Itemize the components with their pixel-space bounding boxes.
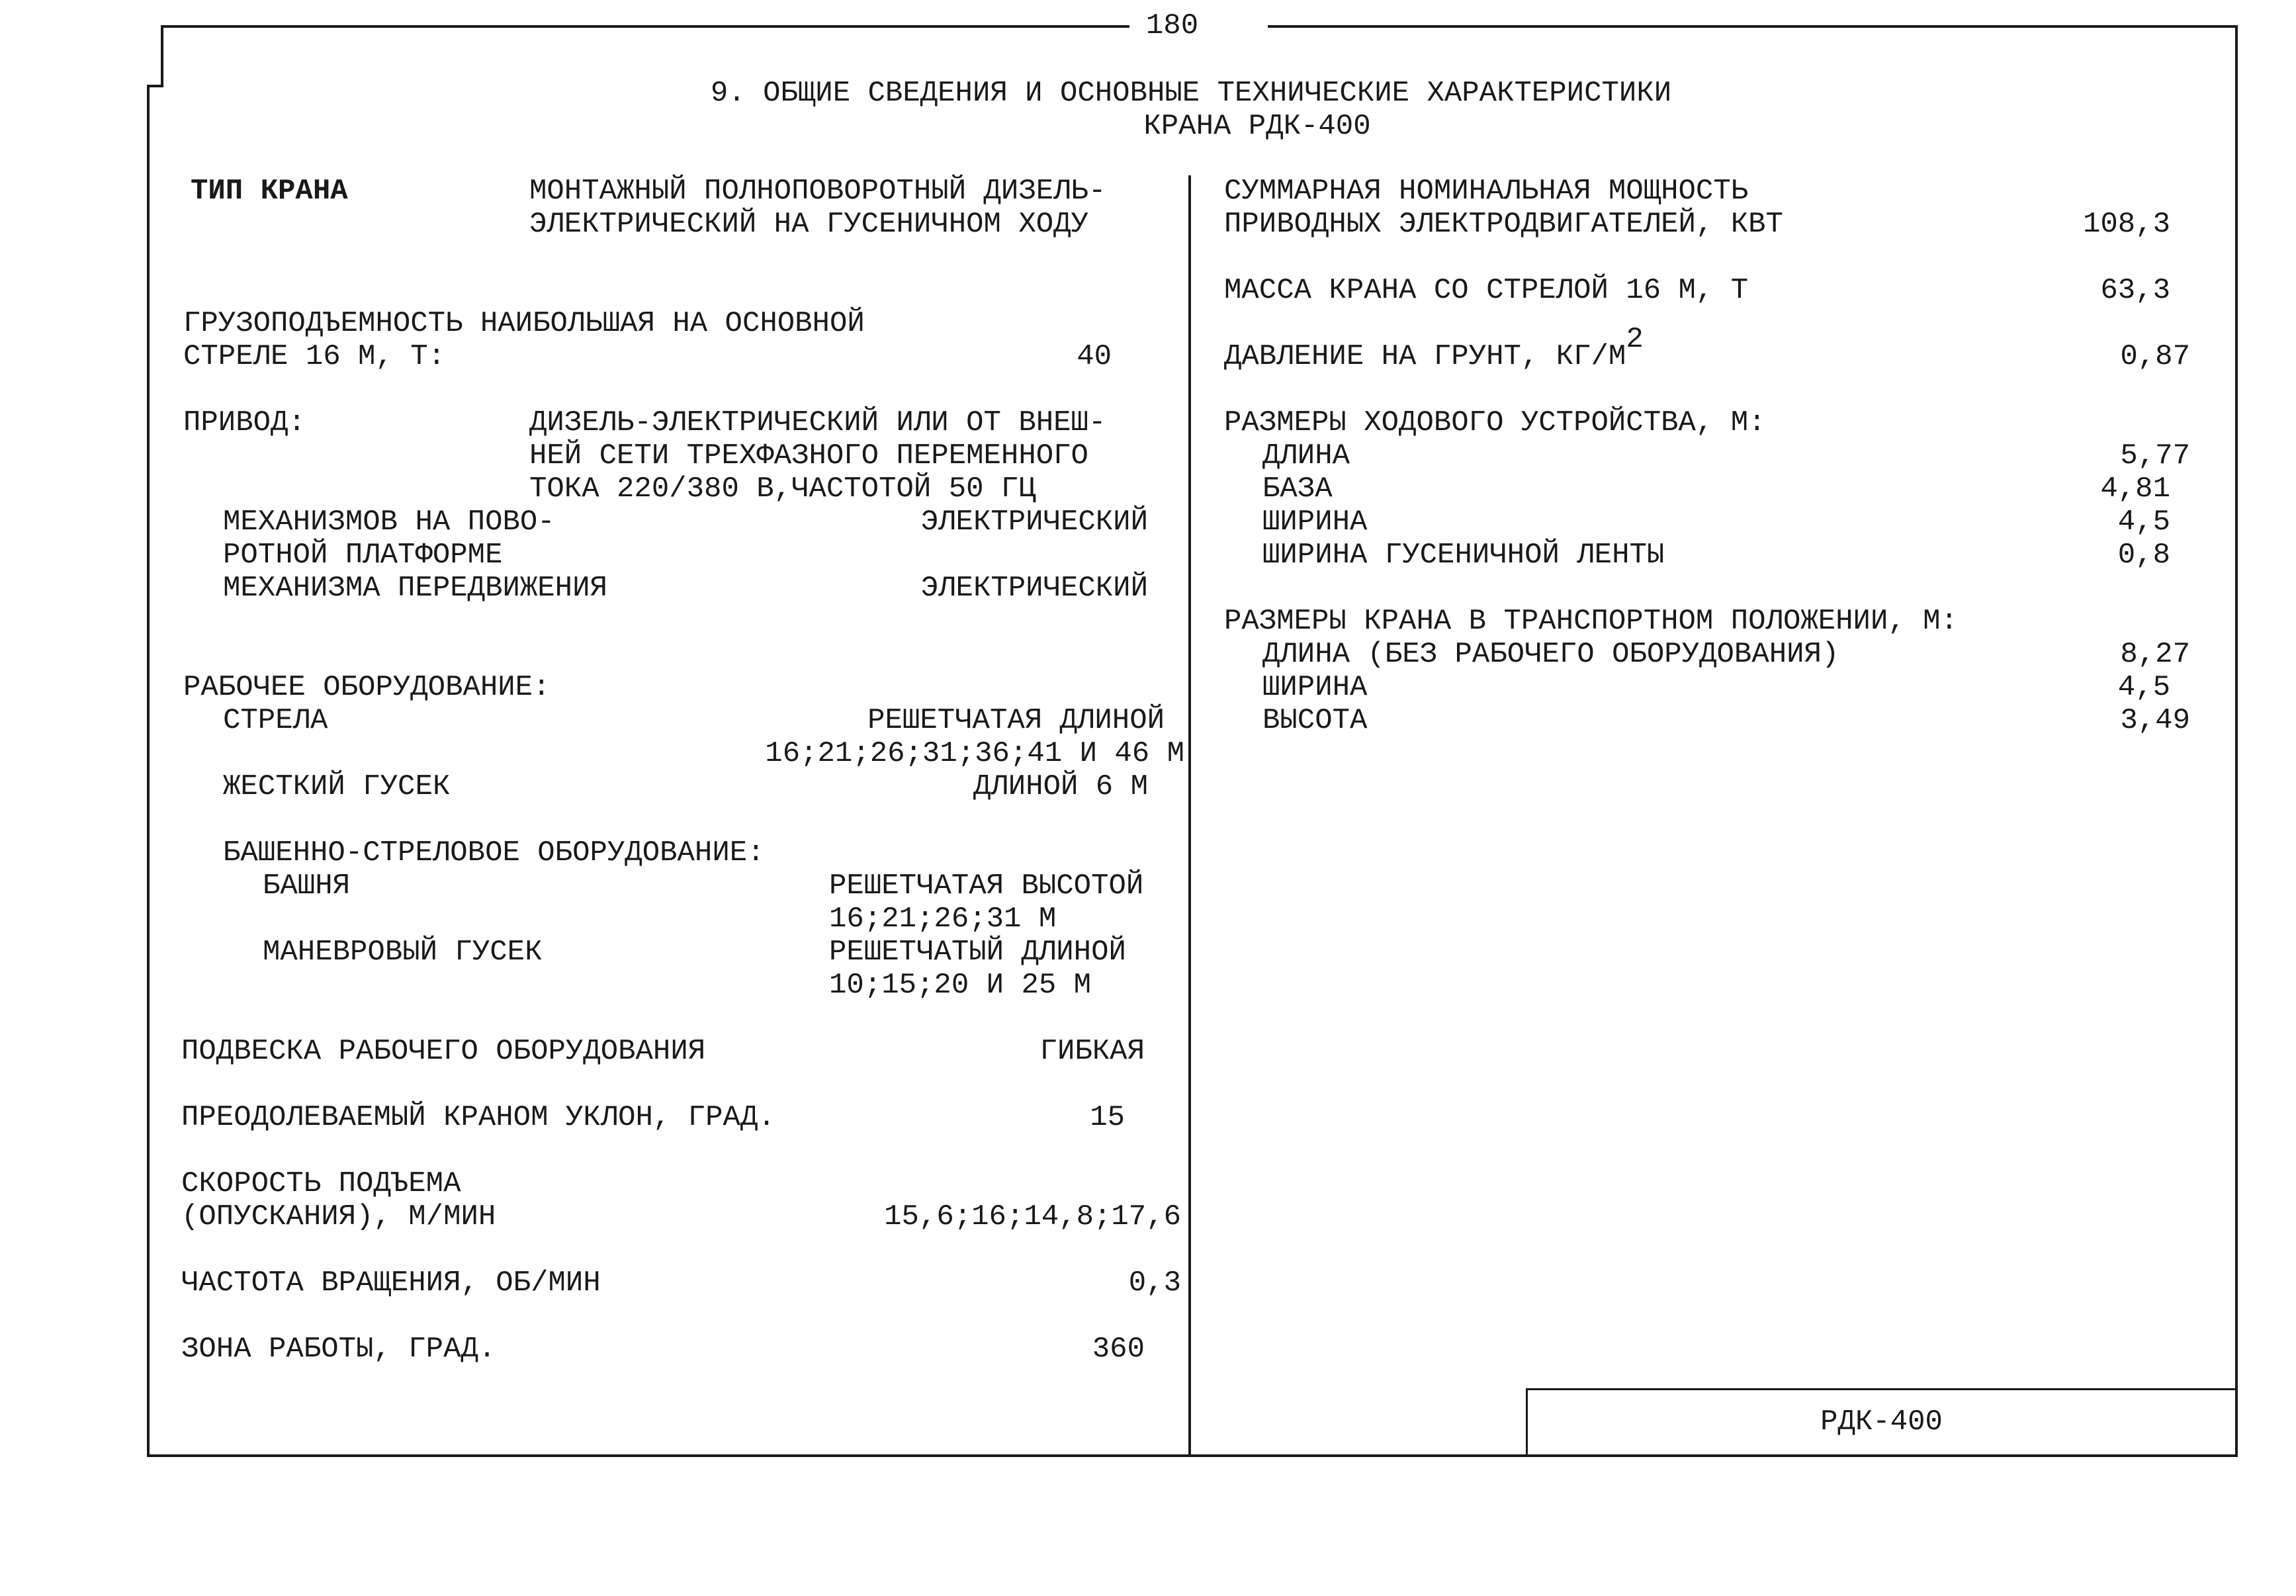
- mass-label: МАССА КРАНА СО СТРЕЛОЙ 16 М, Т: [1224, 274, 1749, 307]
- mech-turn-value: ЭЛЕКТРИЧЕСКИЙ: [920, 506, 1148, 539]
- capacity-line1: ГРУЗОПОДЪЕМНОСТЬ НАИБОЛЬШАЯ НА ОСНОВНОЙ: [183, 307, 865, 340]
- pressure-label: [1224, 323, 1644, 373]
- track-width-value: 0,8: [2117, 539, 2170, 572]
- stamp-box-top: [1526, 1388, 2238, 1390]
- mech-turn-line2: РОТНОЙ ПЛАТФОРМЕ: [223, 539, 503, 572]
- transport-length-value: 8,27: [2120, 638, 2190, 671]
- zone-label: ЗОНА РАБОТЫ, ГРАД.: [181, 1333, 496, 1366]
- undercarriage-base-value: 4,81: [2100, 472, 2170, 506]
- tower-value-line2: 16;21;26;31 М: [829, 903, 1057, 936]
- undercarriage-length-value: 5,77: [2120, 439, 2190, 472]
- power-line1: СУММАРНАЯ НОМИНАЛЬНАЯ МОЩНОСТЬ: [1224, 175, 1749, 208]
- frame-right: [2235, 25, 2238, 1457]
- transport-width-value: 4,5: [2117, 671, 2170, 704]
- transport-length-label: ДЛИНА (БЕЗ РАБОЧЕГО ОБОРУДОВАНИЯ): [1262, 638, 1839, 671]
- slope-value: 15: [1090, 1101, 1125, 1134]
- boom-label: СТРЕЛА: [223, 704, 328, 737]
- column-divider: [1188, 175, 1191, 1456]
- crane-type-value-line2: ЭЛЕКТРИЧЕСКИЙ НА ГУСЕНИЧНОМ ХОДУ: [529, 208, 1088, 241]
- luffing-jib-label: МАНЕВРОВЫЙ ГУСЕК: [263, 936, 543, 969]
- power-value: 108,3: [2082, 208, 2170, 241]
- luffing-value-line1: РЕШЕТЧАТЫЙ ДЛИНОЙ: [829, 936, 1126, 969]
- tower-equipment-label: БАШЕННО-СТРЕЛОВОЕ ОБОРУДОВАНИЕ:: [223, 836, 765, 869]
- drive-label: ПРИВОД:: [183, 406, 306, 439]
- suspension-value: ГИБКАЯ: [1039, 1035, 1145, 1068]
- crane-type-label: ТИП КРАНА: [191, 175, 348, 208]
- frame-left-step: [147, 85, 163, 87]
- lift-speed-line1: СКОРОСТЬ ПОДЪЕМА: [181, 1167, 461, 1200]
- mech-turn-line1: МЕХАНИЗМОВ НА ПОВО-: [223, 506, 555, 539]
- mech-move-label: МЕХАНИЗМА ПЕРЕДВИЖЕНИЯ: [223, 572, 607, 605]
- drive-value-line2: НЕЙ СЕТИ ТРЕХФАЗНОГО ПЕРЕМЕННОГО: [529, 439, 1088, 472]
- page-title-line2: КРАНА РДК-400: [1143, 110, 1371, 143]
- rotation-value: 0,3: [1128, 1266, 1181, 1300]
- frame-top-left: [161, 25, 1129, 28]
- undercarriage-width-value: 4,5: [2117, 506, 2170, 539]
- transport-label: РАЗМЕРЫ КРАНА В ТРАНСПОРТНОМ ПОЛОЖЕНИИ, М:: [1224, 605, 1958, 638]
- mass-value: 63,3: [2100, 274, 2170, 307]
- power-line2: ПРИВОДНЫХ ЭЛЕКТРОДВИГАТЕЛЕЙ, КВТ: [1224, 208, 1783, 241]
- stamp-label: РДК-400: [1820, 1405, 1943, 1439]
- transport-height-label: ВЫСОТА: [1262, 704, 1368, 737]
- crane-type-value-line1: МОНТАЖНЫЙ ПОЛНОПОВОРОТНЫЙ ДИЗЕЛЬ-: [529, 175, 1106, 208]
- luffing-value-line2: 10;15;20 И 25 М: [829, 969, 1092, 1002]
- pressure-unit-superscript: 2: [1626, 323, 1644, 357]
- pressure-value: 0,87: [2120, 340, 2190, 373]
- lift-speed-value: 15,6;16;14,8;17,6: [884, 1200, 1181, 1233]
- drive-value-line3: ТОКА 220/380 В,ЧАСТОТОЙ 50 ГЦ: [529, 472, 1036, 506]
- undercarriage-label: РАЗМЕРЫ ХОДОВОГО УСТРОЙСТВА, М:: [1224, 406, 1766, 439]
- jib-value: ДЛИНОЙ 6 М: [973, 770, 1148, 803]
- capacity-value: 40: [1077, 340, 1112, 373]
- zone-value: 360: [1092, 1333, 1145, 1366]
- track-width-label: ШИРИНА ГУСЕНИЧНОЙ ЛЕНТЫ: [1262, 539, 1665, 572]
- frame-bottom: [147, 1454, 2238, 1457]
- frame-left: [161, 25, 163, 85]
- capacity-line2: СТРЕЛЕ 16 М, Т:: [183, 340, 446, 373]
- drive-value-line1: ДИЗЕЛЬ-ЭЛЕКТРИЧЕСКИЙ ИЛИ ОТ ВНЕШ-: [529, 406, 1106, 439]
- slope-label: ПРЕОДОЛЕВАЕМЫЙ КРАНОМ УКЛОН, ГРАД.: [181, 1101, 775, 1134]
- page-title-line1: 9. ОБЩИЕ СВЕДЕНИЯ И ОСНОВНЫЕ ТЕХНИЧЕСКИЕ ХАРАКТЕРИСТИКИ: [710, 77, 1672, 110]
- frame-left-lower: [147, 85, 150, 1456]
- undercarriage-base-label: БАЗА: [1262, 472, 1333, 506]
- page-number: 180: [1145, 9, 1199, 42]
- transport-width-label: ШИРИНА: [1262, 671, 1368, 704]
- suspension-label: ПОДВЕСКА РАБОЧЕГО ОБОРУДОВАНИЯ: [181, 1035, 706, 1068]
- boom-value-line1: РЕШЕТЧАТАЯ ДЛИНОЙ: [867, 704, 1165, 737]
- transport-height-value: 3,49: [2120, 704, 2190, 737]
- undercarriage-length-label: ДЛИНА: [1262, 439, 1350, 472]
- equipment-label: РАБОЧЕЕ ОБОРУДОВАНИЕ:: [183, 671, 551, 704]
- mech-move-value: ЭЛЕКТРИЧЕСКИЙ: [920, 572, 1148, 605]
- pressure-label-text: ДАВЛЕНИЕ НА ГРУНТ, КГ/М: [1224, 340, 1626, 373]
- tower-value-line1: РЕШЕТЧАТАЯ ВЫСОТОЙ: [829, 869, 1144, 903]
- jib-label: ЖЕСТКИЙ ГУСЕК: [223, 770, 451, 803]
- tower-label: БАШНЯ: [263, 869, 351, 903]
- undercarriage-width-label: ШИРИНА: [1262, 506, 1368, 539]
- rotation-label: ЧАСТОТА ВРАЩЕНИЯ, ОБ/МИН: [181, 1266, 601, 1300]
- frame-top-right: [1268, 25, 2238, 28]
- lift-speed-line2: (ОПУСКАНИЯ), М/МИН: [181, 1200, 496, 1233]
- boom-value-line2: 16;21;26;31;36;41 И 46 М: [765, 737, 1184, 770]
